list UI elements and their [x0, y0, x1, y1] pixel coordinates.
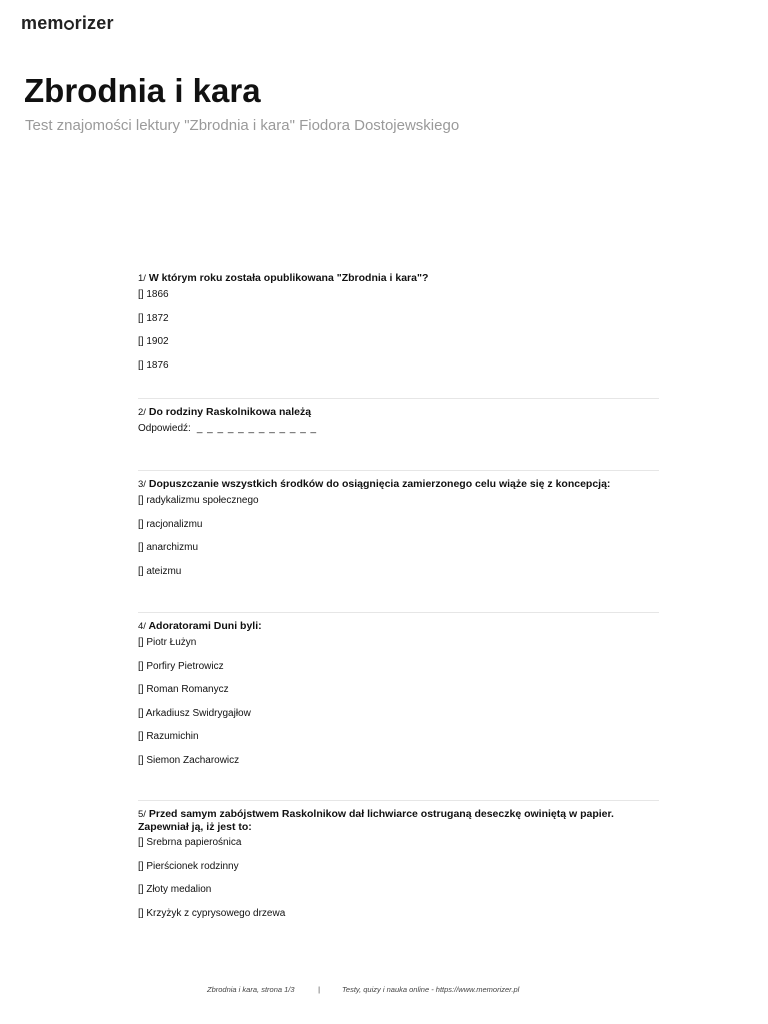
question-1: [138, 265, 659, 398]
logo-o-icon: [64, 20, 74, 30]
question-1-option-1[interactable]: [] 1866: [138, 289, 169, 300]
question-2-prompt: Do rodziny Raskolnikowa należą: [148, 406, 312, 418]
question-2: [138, 398, 659, 470]
question-1-option-4[interactable]: [] 1876: [138, 359, 169, 371]
question-4-option-6[interactable]: [] Siemon Zacharowicz: [138, 754, 240, 766]
memorizer-logo[interactable]: [21, 12, 114, 34]
question-1-text: [138, 272, 659, 285]
question-4-option-2[interactable]: [] Porfiry Pietrowicz: [138, 660, 224, 672]
question-1-option-3[interactable]: [] 1902: [138, 336, 169, 347]
footer-separator: |: [318, 985, 320, 994]
question-4-option-1[interactable]: [] Piotr Łużyn: [138, 637, 197, 648]
footer-page-info: Zbrodnia i kara, strona 1/3: [207, 985, 295, 994]
question-3-option-1[interactable]: [] radykalizmu społecznego: [138, 495, 259, 506]
question-1-number: 1/: [138, 273, 146, 284]
question-2-number: 2/: [138, 407, 146, 418]
question-5-text: [138, 808, 659, 833]
question-4-option-5[interactable]: [] Razumichin: [138, 731, 199, 742]
question-1-option-2[interactable]: [] 1872: [138, 312, 169, 324]
answer-label: Odpowiedź:: [138, 423, 191, 434]
question-2-answer[interactable]: [138, 423, 659, 435]
question-5-option-1[interactable]: [] Srebrna papierośnica: [138, 837, 242, 848]
page-subtitle: Test znajomości lektury "Zbrodnia i kara" Fiodora Dostojewskiego: [25, 117, 460, 134]
question-5-prompt: Przed samym zabójstwem Raskolnikow dał lichwiarce ostruganą deseczkę owiniętą w papier. Zapewniał ją, iż jest to:: [138, 808, 614, 833]
question-5-option-3[interactable]: [] Złoty medalion: [138, 884, 212, 895]
question-2-text: [138, 406, 659, 419]
question-3-number: 3/: [138, 479, 146, 490]
question-5-number: 5/: [138, 809, 146, 820]
question-4-prompt: Adoratorami Duni byli:: [148, 620, 262, 632]
question-3: [138, 470, 659, 612]
question-4: [138, 612, 659, 800]
question-4-number: 4/: [138, 621, 146, 632]
question-4-option-3[interactable]: [] Roman Romanycz: [138, 684, 229, 695]
question-3-text: [138, 478, 659, 491]
question-3-option-4[interactable]: [] ateizmu: [138, 565, 182, 577]
question-list: [138, 265, 659, 938]
logo-text-end: rizer: [74, 13, 114, 33]
question-4-option-4[interactable]: [] Arkadiusz Swidrygajłow: [138, 707, 251, 719]
question-3-option-2[interactable]: [] racjonalizmu: [138, 518, 203, 530]
answer-blank[interactable]: _ _ _ _ _ _ _ _ _ _ _ _: [196, 423, 318, 434]
question-5: [138, 800, 659, 938]
logo-text-start: mem: [21, 13, 64, 33]
page-title: Zbrodnia i kara: [24, 72, 261, 109]
footer-site-link[interactable]: Testy, quizy i nauka online - https://www.memorizer.pl: [342, 985, 520, 994]
question-3-option-3[interactable]: [] anarchizmu: [138, 542, 199, 553]
question-3-prompt: Dopuszczanie wszystkich środków do osiągnięcia zamierzonego celu wiąże się z koncepcją:: [148, 478, 611, 490]
question-5-option-4[interactable]: [] Krzyżyk z cyprysowego drzewa: [138, 907, 286, 919]
question-4-text: [138, 620, 659, 633]
question-1-prompt: W którym roku została opublikowana "Zbrodnia i kara"?: [148, 272, 429, 284]
question-5-option-2[interactable]: [] Pierścionek rodzinny: [138, 860, 239, 872]
